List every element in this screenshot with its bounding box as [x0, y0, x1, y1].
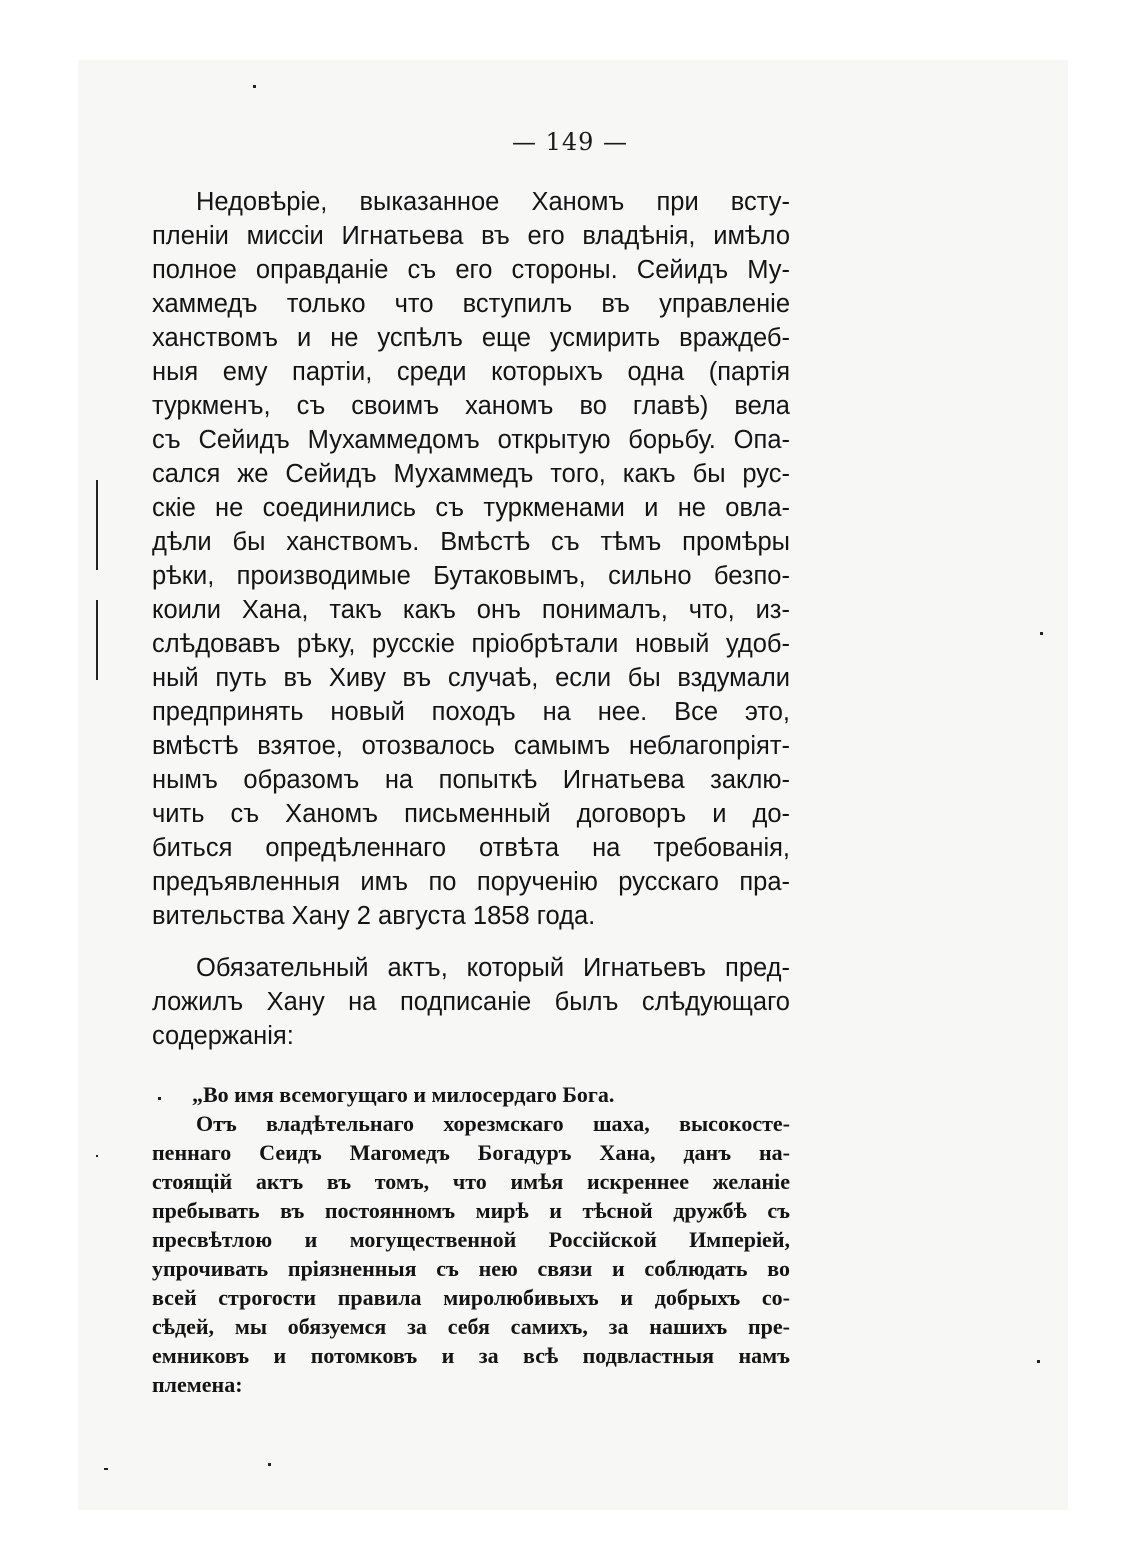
- quote-line: „Во имя всемогущаго и милосердаго Бога.: [192, 1082, 615, 1107]
- text-line: сался же Сейидъ Мухаммедъ того, какъ бы рус-: [152, 460, 790, 488]
- text-line: Недовѣріе, выказанное Ханомъ при всту-: [196, 188, 790, 216]
- quote-line: пресвѣтлою и могущественной Россійской Имперіей,: [152, 1227, 790, 1252]
- text-line: хаммедъ только что вступилъ въ управленіе: [152, 290, 790, 318]
- text-line: полное оправданіе съ его стороны. Сейидъ Му-: [152, 256, 790, 284]
- scan-speck: [96, 1155, 98, 1157]
- quote-line: племена:: [152, 1372, 243, 1397]
- scan-speck: [1040, 632, 1043, 635]
- text-line: биться опредѣленнаго отвѣта на требованія,: [152, 834, 790, 862]
- scan-speck: [253, 85, 256, 88]
- scan-speck: [158, 1097, 161, 1100]
- text-line: слѣдовавъ рѣку, русскіе пріобрѣтали новый удоб-: [152, 630, 790, 658]
- quote-line: пеннаго Сеидъ Магомедъ Богадуръ Хана, данъ на-: [152, 1140, 790, 1165]
- text-line: Обязательный актъ, который Игнатьевъ пред-: [196, 954, 790, 982]
- text-line: предъявленныя имъ по порученію русскаго пра-: [152, 868, 790, 896]
- scan-speck: [1037, 1360, 1040, 1363]
- text-line: ханствомъ и не успѣлъ еще усмирить враждеб-: [152, 324, 790, 352]
- text-line: пленіи миссіи Игнатьева въ его владѣнія, имѣло: [152, 222, 790, 250]
- text-line: ный путь въ Хиву въ случаѣ, если бы вздумали: [152, 664, 790, 692]
- quote-line: емниковъ и потомковъ и за всѣ подвластныя намъ: [152, 1343, 790, 1368]
- quote-line: всей строгости правила миролюбивыхъ и добрыхъ со-: [152, 1285, 790, 1310]
- text-line: ныя ему партіи, среди которыхъ одна (партія: [152, 358, 790, 386]
- scan-speck: [104, 1468, 108, 1470]
- page-number: — 149 —: [511, 128, 629, 156]
- quote-line: упрочивать пріязненныя съ нею связи и соблюдать во: [152, 1256, 790, 1281]
- quote-line: сѣдей, мы обязуемся за себя самихъ, за нашихъ пре-: [152, 1314, 790, 1339]
- quote-line: Отъ владѣтельнаго хорезмскаго шаха, высокосте-: [196, 1111, 790, 1136]
- quote-line: пребывать въ постоянномъ мирѣ и тѣсной дружбѣ съ: [152, 1198, 790, 1223]
- text-line: предпринять новый походъ на нее. Все это,: [152, 698, 790, 726]
- scan-speck: [268, 1463, 271, 1466]
- text-line: дѣли бы ханствомъ. Вмѣстѣ съ тѣмъ промѣры: [152, 528, 790, 556]
- text-line: вмѣстѣ взятое, отозвалось самымъ неблагопріят-: [152, 732, 790, 760]
- text-line: вительства Хану 2 августа 1858 года.: [152, 902, 596, 930]
- scan-margin-line: [96, 480, 98, 570]
- text-line: нымъ образомъ на попыткѣ Игнатьева заклю-: [152, 766, 790, 794]
- text-line: коили Хана, такъ какъ онъ понималъ, что, из-: [152, 596, 790, 624]
- text-line: туркменъ, съ своимъ ханомъ во главѣ) вела: [152, 392, 790, 420]
- text-line: чить съ Ханомъ письменный договоръ и до-: [152, 800, 790, 828]
- text-line: рѣки, производимые Бутаковымъ, сильно безпо-: [152, 562, 790, 590]
- text-line: ложилъ Хану на подписаніе былъ слѣдующаго: [152, 988, 790, 1016]
- scan-margin-line: [96, 600, 98, 680]
- text-line: содержанія:: [152, 1022, 294, 1050]
- text-line: скіе не соединились съ туркменами и не овла-: [152, 494, 790, 522]
- text-line: съ Сейидъ Мухаммедомъ открытую борьбу. Опа-: [152, 426, 790, 454]
- quote-line: стоящій актъ въ томъ, что имѣя искреннее желаніе: [152, 1169, 790, 1194]
